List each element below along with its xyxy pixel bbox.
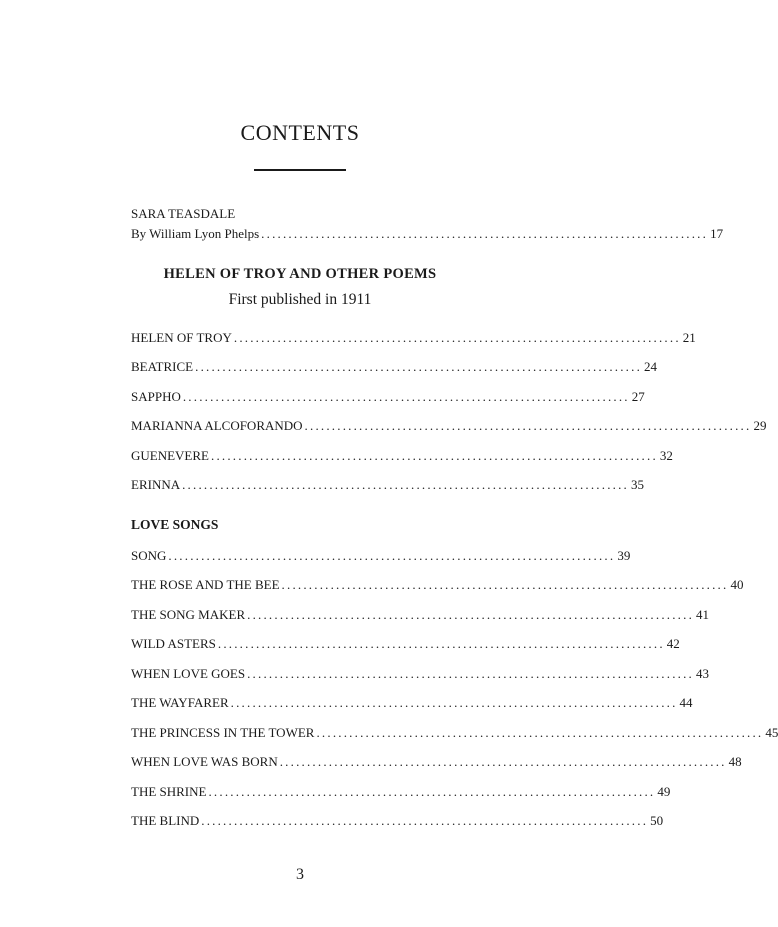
toc-entry-page: 35 — [631, 477, 645, 492]
toc-entry-page: 40 — [730, 577, 744, 592]
dot-leader: .................................................................................. — [201, 813, 649, 828]
toc-entry-beatrice[interactable] — [131, 359, 658, 377]
toc-entry-label: THE BLIND — [131, 813, 200, 828]
toc-entry-page: 32 — [659, 448, 673, 463]
toc-entry-the-blind[interactable] — [131, 813, 664, 831]
toc-entry-page: 45 — [765, 725, 778, 740]
heading-rule — [254, 169, 346, 171]
toc-entry-page: 41 — [696, 607, 710, 622]
contents-heading: CONTENTS — [240, 120, 360, 145]
toc-entry-label: THE SONG MAKER — [131, 607, 246, 622]
dot-leader: .................................................................................. — [168, 548, 616, 563]
toc-entry-page: 48 — [728, 754, 742, 769]
toc-entry-page: 17 — [710, 226, 724, 241]
toc-entry-label: BEATRICE — [131, 359, 194, 374]
toc-entry-page: 44 — [679, 695, 693, 710]
dot-leader: .................................................................................. — [211, 448, 658, 463]
toc-entry-the-song-maker[interactable] — [131, 607, 710, 625]
toc-entry-page: 43 — [696, 666, 709, 681]
toc-entry-erinna[interactable] — [131, 477, 645, 495]
toc-entry-page: 39 — [617, 548, 631, 563]
toc-entry-label: SAPPHO — [131, 389, 181, 404]
toc-entry-page: 21 — [682, 330, 696, 345]
toc-entry-the-wayfarer[interactable] — [131, 695, 693, 713]
toc-entry-page: 24 — [644, 359, 658, 374]
dot-leader: .................................................................................. — [230, 695, 678, 710]
dot-leader: .................................................................................. — [195, 359, 643, 374]
dot-leader: .................................................................................. — [279, 754, 727, 769]
toc-entry-the-shrine[interactable] — [131, 784, 671, 802]
dot-leader: .................................................................................. — [304, 418, 752, 433]
dot-leader: .................................................................................. — [281, 577, 729, 592]
toc-entry-wild-asters[interactable] — [131, 636, 680, 654]
toc-entry-page: 27 — [631, 389, 645, 404]
toc-entry-label: THE SHRINE — [131, 784, 207, 799]
toc-entry-marianna-alcoforando[interactable] — [131, 418, 767, 436]
toc-entry-page: 50 — [650, 813, 664, 828]
dot-leader: .................................................................................. — [247, 666, 694, 681]
toc-entry-label: THE ROSE AND THE BEE — [131, 577, 280, 592]
dot-leader: .................................................................................. — [316, 725, 764, 740]
dot-leader: .................................................................................. — [247, 607, 695, 622]
toc-entry-song[interactable] — [131, 548, 631, 566]
toc-entry-label: SONG — [131, 548, 167, 563]
toc-entry-label: THE PRINCESS IN THE TOWER — [131, 725, 315, 740]
toc-entry-label: ERINNA — [131, 477, 181, 492]
section-title: HELEN OF TROY AND OTHER POEMS — [163, 266, 437, 282]
group-title-love-songs: LOVE SONGS — [131, 517, 219, 532]
toc-entry-label: MARIANNA ALCOFORANDO — [131, 418, 303, 433]
dot-leader: .................................................................................. — [233, 330, 681, 345]
intro-title: SARA TEASDALE — [131, 206, 236, 221]
toc-entry-page: 29 — [753, 418, 767, 433]
toc-entry-label: By William Lyon Phelps — [131, 226, 260, 241]
toc-entry-guenevere[interactable] — [131, 448, 673, 466]
toc-entry-label: WHEN LOVE GOES — [131, 666, 246, 681]
dot-leader: .................................................................................. — [182, 389, 630, 404]
toc-entry-label: THE WAYFARER — [131, 695, 229, 710]
dot-leader: .................................................................................. — [261, 226, 709, 241]
toc-entry-when-love-goes[interactable] — [131, 666, 709, 684]
dot-leader: .................................................................................. — [182, 477, 630, 492]
toc-entry-page: 49 — [657, 784, 671, 799]
toc-entry-when-love-was-born[interactable] — [131, 754, 742, 772]
page-number: 3 — [296, 866, 304, 883]
section-subtitle: First published in 1911 — [228, 291, 372, 308]
toc-entry-intro[interactable] — [131, 226, 724, 244]
toc-entry-label: WILD ASTERS — [131, 636, 216, 651]
toc-entry-label: GUENEVERE — [131, 448, 209, 463]
toc-entry-the-rose-and-the-bee[interactable] — [131, 577, 744, 595]
toc-entry-page: 42 — [666, 636, 680, 651]
toc-entry-the-princess-in-the-tower[interactable] — [131, 725, 778, 743]
dot-leader: .................................................................................. — [217, 636, 665, 651]
dot-leader: .................................................................................. — [208, 784, 656, 799]
toc-entry-sappho[interactable] — [131, 389, 645, 407]
toc-entry-label: HELEN OF TROY — [131, 330, 232, 345]
toc-entry-helen-of-troy[interactable] — [131, 330, 696, 348]
toc-entry-label: WHEN LOVE WAS BORN — [131, 754, 278, 769]
